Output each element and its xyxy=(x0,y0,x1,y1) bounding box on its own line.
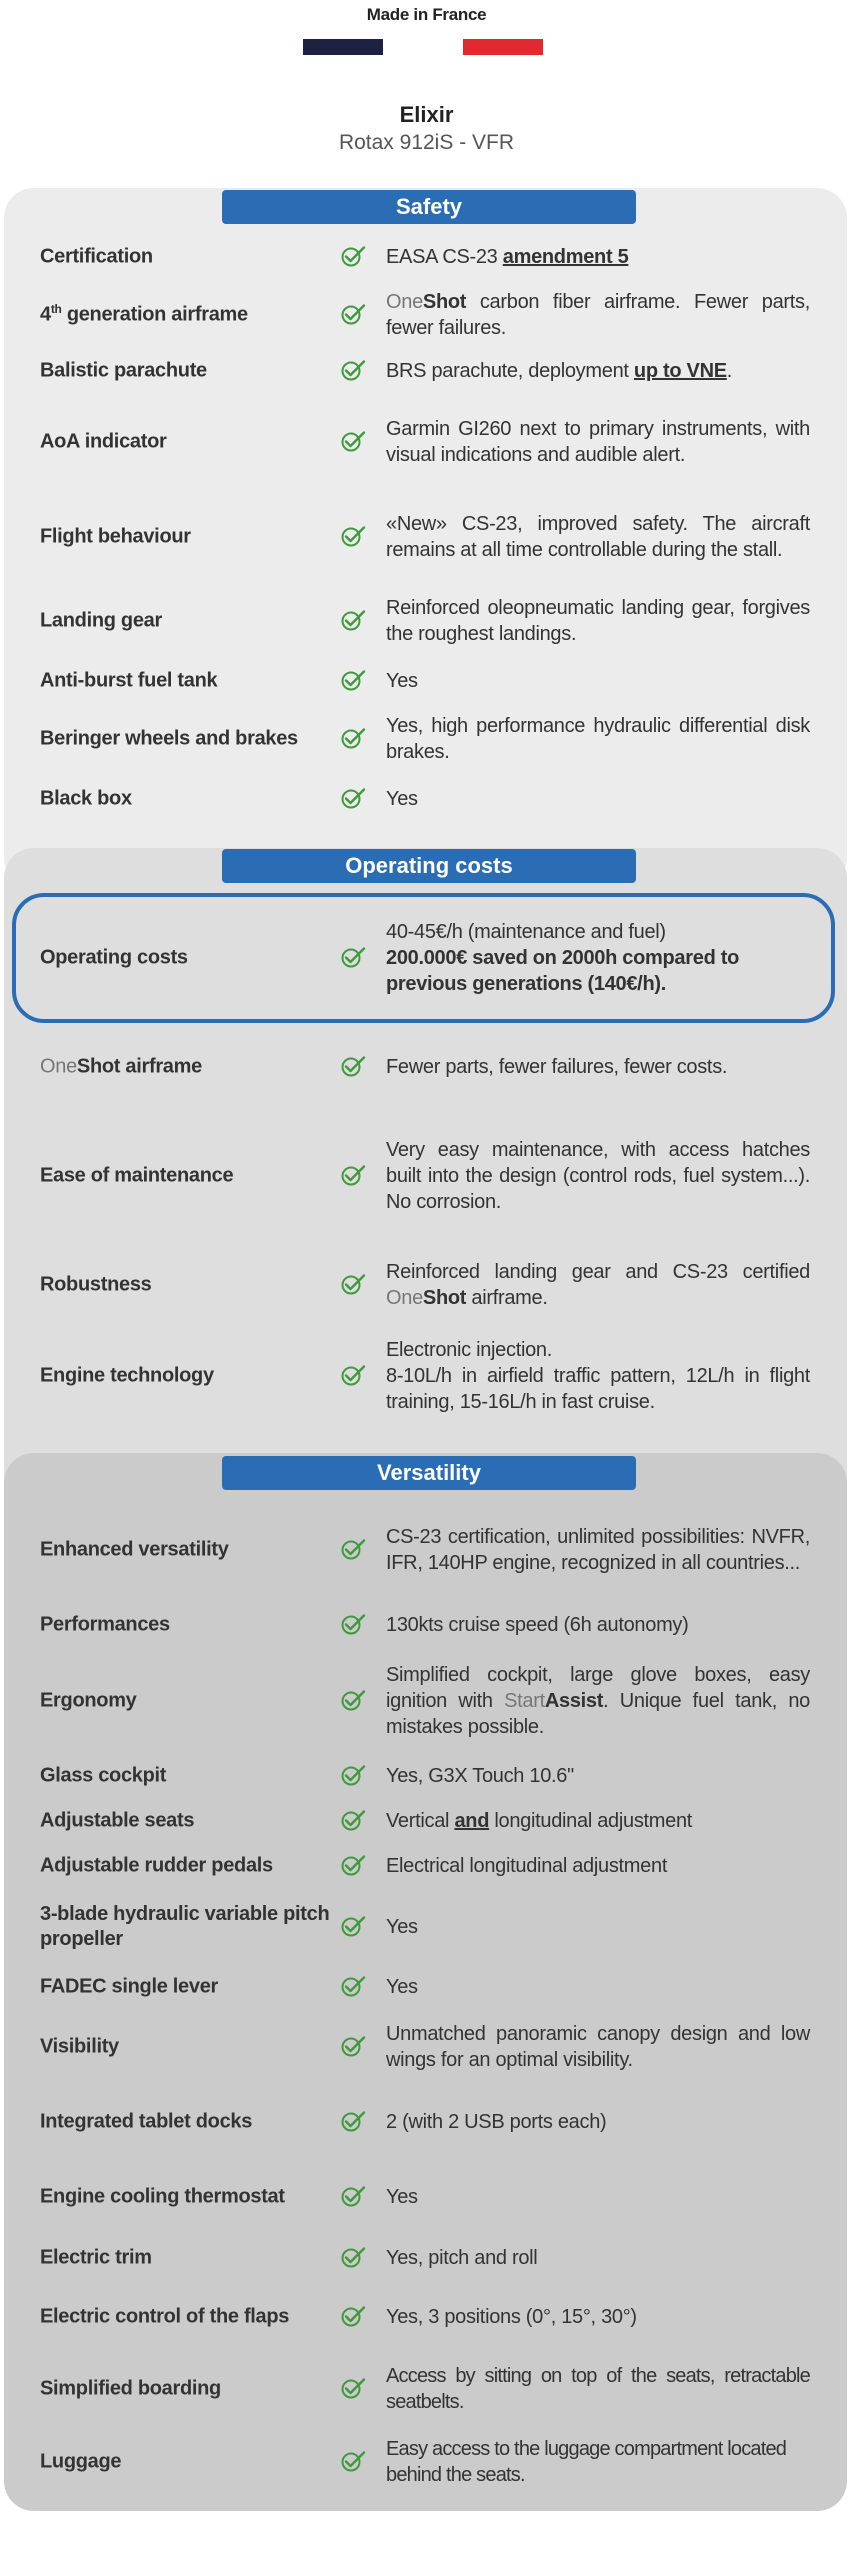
row-value: Yes xyxy=(386,670,418,692)
french-flag-icon xyxy=(303,39,543,55)
row-value: BRS parachute, deployment up to VNE. xyxy=(386,360,733,382)
check-icon xyxy=(340,1273,366,1295)
row-value: Fewer parts, fewer failures, fewer costs. xyxy=(386,1056,728,1078)
row-value: Garmin GI260 next to primary instruments, with visual indications and audible alert. xyxy=(386,418,810,466)
row-landing-gear xyxy=(40,594,810,648)
check-icon xyxy=(340,1538,366,1560)
check-icon xyxy=(340,669,366,691)
row-value: CS-23 certification, unlimited possibilities: NVFR, IFR, 140HP engine, recognized in all countries... xyxy=(386,1526,810,1574)
row-value: Very easy maintenance, with access hatches built into the design (control rods, fuel system...). No corrosion. xyxy=(386,1139,810,1213)
row-label: Engine cooling thermostat xyxy=(40,2185,285,2208)
row-adjustable-seats xyxy=(40,1806,810,1836)
check-icon xyxy=(340,1915,366,1937)
check-icon xyxy=(340,2305,366,2327)
check-icon xyxy=(340,303,366,325)
check-icon xyxy=(340,2110,366,2132)
engine-subtitle: Rotax 912iS - VFR xyxy=(338,131,515,154)
row-luggage xyxy=(40,2435,810,2489)
row-value: Vertical and longitudinal adjustment xyxy=(386,1810,693,1832)
check-icon xyxy=(340,787,366,809)
row-operating-costs xyxy=(40,918,810,998)
row-value: 40-45€/h (maintenance and fuel) 200.000€ saved on 2000h compared to previous generations (140€/h). xyxy=(386,921,740,995)
row-label: Glass cockpit xyxy=(40,1764,167,1787)
check-icon xyxy=(340,2377,366,2399)
row-label: Balistic parachute xyxy=(40,359,207,382)
header xyxy=(0,0,853,180)
row-wheels-brakes xyxy=(40,712,810,766)
row-fadec xyxy=(40,1972,810,2002)
row-label: Luggage xyxy=(40,2450,122,2473)
row-label: Enhanced versatility xyxy=(40,1538,229,1561)
check-icon xyxy=(340,1764,366,1786)
row-value: Unmatched panoramic canopy design and low wings for an optimal visibility. xyxy=(386,2023,810,2071)
row-label: Black box xyxy=(40,787,132,810)
check-icon xyxy=(340,359,366,381)
row-black-box xyxy=(40,784,810,814)
row-label: Electric trim xyxy=(40,2246,152,2269)
row-value: Electrical longitudinal adjustment xyxy=(386,1855,668,1877)
check-icon xyxy=(340,1975,366,1997)
check-icon xyxy=(340,245,366,267)
row-label: Adjustable seats xyxy=(40,1809,195,1832)
row-label: Beringer wheels and brakes xyxy=(40,727,298,750)
row-airframe-generation xyxy=(40,288,810,342)
row-label: Anti-burst fuel tank xyxy=(40,669,218,692)
row-value: Reinforced oleopneumatic landing gear, forgives the roughest landings. xyxy=(386,597,810,645)
row-ergonomy xyxy=(40,1661,810,1741)
row-certification xyxy=(40,242,810,272)
row-performances xyxy=(40,1610,810,1640)
row-label: FADEC single lever xyxy=(40,1975,218,1998)
row-label: AoA indicator xyxy=(40,430,167,453)
row-value: Easy access to the luggage compartment located behind the seats. xyxy=(386,2438,787,2486)
check-icon xyxy=(340,430,366,452)
check-icon xyxy=(340,1164,366,1186)
row-electric-trim xyxy=(40,2243,810,2273)
row-value: 2 (with 2 USB ports each) xyxy=(386,2111,607,2133)
check-icon xyxy=(340,2450,366,2472)
model-title: Elixir xyxy=(399,102,454,127)
row-rudder-pedals xyxy=(40,1851,810,1881)
check-icon xyxy=(340,2246,366,2268)
row-value: Yes, pitch and roll xyxy=(386,2247,538,2269)
row-label: Performances xyxy=(40,1613,170,1636)
row-tablet-docks xyxy=(40,2107,810,2137)
row-value: Simplified cockpit, large glove boxes, easy ignition with StartAssist. Unique fuel tank, no mistakes possible. xyxy=(386,1664,810,1738)
row-visibility xyxy=(40,2020,810,2074)
row-value: Yes, 3 positions (0°, 15°, 30°) xyxy=(386,2306,637,2328)
row-value: Yes xyxy=(386,788,418,810)
row-value: Reinforced landing gear and CS-23 certified OneShot airframe. xyxy=(386,1261,810,1309)
check-icon xyxy=(340,1854,366,1876)
check-icon xyxy=(340,609,366,631)
versatility-heading: Versatility xyxy=(222,1456,636,1490)
row-value: Yes, high performance hydraulic differential disk brakes. xyxy=(386,715,810,763)
row-value: Yes xyxy=(386,1916,418,1938)
check-icon xyxy=(340,1689,366,1711)
row-cooling-thermostat xyxy=(40,2182,810,2212)
check-icon xyxy=(340,1809,366,1831)
row-value: 130kts cruise speed (6h autonomy) xyxy=(386,1614,689,1636)
row-label: Simplified boarding xyxy=(40,2377,221,2400)
made-in-label: Made in France xyxy=(366,5,487,24)
row-ease-of-maintenance xyxy=(40,1136,810,1216)
row-enhanced-versatility xyxy=(40,1510,810,1590)
check-icon xyxy=(340,2035,366,2057)
row-value: Yes xyxy=(386,2186,418,2208)
row-fuel-tank xyxy=(40,666,810,696)
row-label: 3-blade hydraulic variable pitch propeller xyxy=(40,1903,330,1950)
row-propeller xyxy=(40,1900,810,1954)
operating-costs-heading: Operating costs xyxy=(222,849,636,883)
row-value: Access by sitting on top of the seats, retractable seatbelts. xyxy=(386,2365,810,2413)
row-engine-technology xyxy=(40,1336,810,1416)
check-icon xyxy=(340,1055,366,1077)
row-label: Integrated tablet docks xyxy=(40,2110,253,2133)
row-label: 4th generation airframe xyxy=(40,301,248,326)
row-label: Operating costs xyxy=(40,946,188,969)
row-label: Adjustable rudder pedals xyxy=(40,1854,273,1877)
safety-heading: Safety xyxy=(222,190,636,224)
row-label: Ease of maintenance xyxy=(40,1164,234,1187)
check-icon xyxy=(340,2185,366,2207)
row-label: Ergonomy xyxy=(40,1689,137,1712)
check-icon xyxy=(340,727,366,749)
row-label: Flight behaviour xyxy=(40,525,191,548)
row-label: Electric control of the flaps xyxy=(40,2305,290,2328)
row-label: Visibility xyxy=(40,2035,119,2058)
row-aoa xyxy=(40,415,810,469)
row-value: Electronic injection. 8-10L/h in airfield traffic pattern, 12L/h in flight training, 15-16L/h in fast cruise. xyxy=(386,1339,810,1413)
check-icon xyxy=(340,525,366,547)
row-parachute xyxy=(40,356,810,386)
row-glass-cockpit xyxy=(40,1761,810,1791)
row-flight-behaviour xyxy=(40,510,810,564)
check-icon xyxy=(340,1364,366,1386)
row-value: Yes, G3X Touch 10.6" xyxy=(386,1765,574,1787)
row-value: Yes xyxy=(386,1976,418,1998)
row-oneshot-airframe xyxy=(40,1052,810,1082)
check-icon xyxy=(340,946,366,968)
row-label: OneShot airframe xyxy=(40,1055,202,1078)
row-value: OneShot carbon fiber airframe. Fewer parts, fewer failures. xyxy=(386,291,810,339)
row-robustness xyxy=(40,1258,810,1312)
row-label: Robustness xyxy=(40,1273,152,1296)
row-label: Engine technology xyxy=(40,1364,214,1387)
check-icon xyxy=(340,1613,366,1635)
row-label: Certification xyxy=(40,245,153,268)
row-flaps xyxy=(40,2302,810,2332)
row-value: EASA CS-23 amendment 5 xyxy=(386,246,629,268)
row-value: «New» CS-23, improved safety. The aircraft remains at all time controllable during the stall. xyxy=(386,513,810,561)
row-simplified-boarding xyxy=(40,2362,810,2416)
row-label: Landing gear xyxy=(40,609,162,632)
